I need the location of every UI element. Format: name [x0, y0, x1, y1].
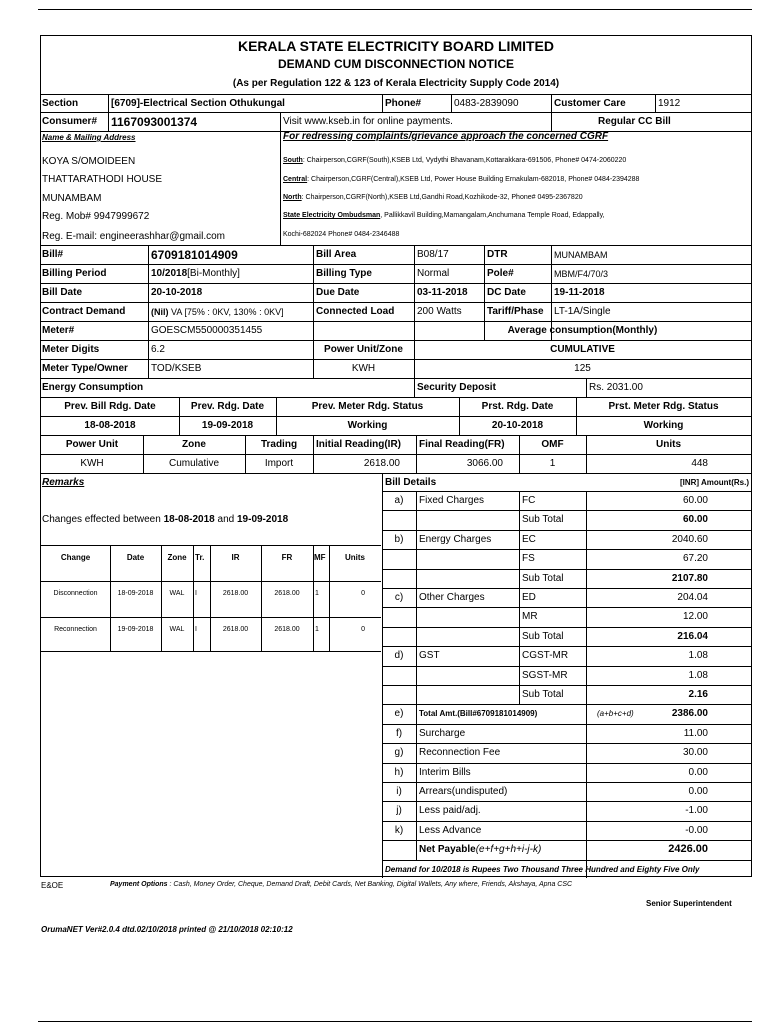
line-code: FS	[522, 553, 535, 564]
omf-value: 1	[549, 458, 556, 469]
bill-number: 6709181014909	[151, 248, 238, 262]
grievance-heading: For redressing complaints/grievance approach the concerned CGRF	[283, 131, 609, 142]
pole-value: MBM/F4/70/3	[554, 269, 609, 279]
consumer-name: KOYA S/OMOIDEEN	[42, 156, 136, 167]
signatory: Senior Superintendent	[646, 899, 732, 908]
regulation-note: (As per Regulation 122 & 123 of Kerala Electricity Supply Code 2014)	[232, 78, 560, 89]
line-code: Sub Total	[522, 689, 564, 700]
average-consumption-value: 125	[574, 363, 591, 374]
pole-label: Pole#	[487, 268, 514, 279]
line-amount: 1.08	[688, 670, 708, 681]
zone-col-header: Zone	[167, 553, 187, 562]
prev-meter-status: Working	[347, 420, 388, 431]
table-row-mf: 1	[315, 626, 319, 633]
line-index: c)	[394, 592, 404, 603]
changes-effected-text: Changes effected between 18-08-2018 and 19-09-2018	[42, 514, 289, 525]
contract-demand-label: Contract Demand	[42, 306, 126, 317]
table-row-change: Disconnection	[53, 590, 98, 597]
cgrf-south: South: Chairperson,CGRF(South),KSEB Ltd, Vydythi Bhavanam,Kottarakkara-691506, Phone# 0474-2060220	[283, 157, 627, 164]
line-code: Sub Total	[522, 514, 564, 525]
tr-col-header: Tr.	[195, 553, 205, 562]
line-amount: 60.00	[682, 495, 708, 506]
prst-rdg-date-header: Prst. Rdg. Date	[481, 401, 554, 412]
consumer-number: 1167093001374	[111, 115, 198, 129]
bottom-rule	[38, 1021, 752, 1022]
line-description: Surcharge	[419, 728, 466, 739]
remarks-label: Remarks	[42, 477, 85, 488]
meter-digits-label: Meter Digits	[42, 344, 100, 355]
table-row-border	[382, 627, 751, 628]
phone-value: 0483-2839090	[454, 98, 519, 109]
bill-area-label: Bill Area	[316, 249, 357, 260]
line-description: Less Advance	[419, 825, 482, 836]
tariff-label: Tariff/Phase	[487, 306, 544, 317]
table-row-ir: 2618.00	[222, 590, 249, 597]
table-row-mf: 1	[315, 590, 319, 597]
prst-meter-status: Working	[643, 420, 684, 431]
prev-rdg-date-header: Prev. Rdg. Date	[190, 401, 265, 412]
customer-care-value: 1912	[658, 98, 681, 109]
registered-email: Reg. E-mail: engineerashhar@gmail.com	[42, 231, 226, 242]
units-col-header: Units	[345, 553, 365, 562]
table-row-border	[382, 530, 751, 531]
address-line-1: THATTARATHODI HOUSE	[42, 174, 162, 185]
line-amount: 204.04	[677, 592, 708, 603]
cgrf-central: Central: Chairperson,CGRF(Central),KSEB Ltd, Power House Building Ernakulam-682018, Phone# 0484-2394288	[283, 176, 640, 183]
bill-details-label: Bill Details	[385, 477, 437, 488]
billing-type-value: Normal	[417, 268, 450, 279]
amount-column-label: [INR] Amount(Rs.)	[679, 478, 749, 487]
date-col-header: Date	[126, 553, 145, 562]
change-col-header: Change	[60, 553, 91, 562]
total-formula: (a+b+c+d)	[597, 709, 634, 718]
final-reading-header: Final Reading(FR)	[419, 439, 505, 450]
notice-title: DEMAND CUM DISCONNECTION NOTICE	[278, 57, 514, 71]
board-title: KERALA STATE ELECTRICITY BOARD LIMITED	[237, 38, 555, 54]
line-description: Energy Charges	[419, 534, 492, 545]
phone-label: Phone#	[385, 98, 422, 109]
meter-digits-value: 6.2	[151, 344, 165, 355]
line-amount: 67.20	[682, 553, 708, 564]
table-row-border	[382, 743, 751, 744]
line-amount: 1.08	[688, 650, 708, 661]
table-row-border	[382, 724, 751, 725]
dc-date-label: DC Date	[487, 287, 526, 298]
table-row-border	[382, 763, 751, 764]
line-code: ED	[522, 592, 536, 603]
trading-header: Trading	[260, 439, 298, 450]
net-payable-amount: 2426.00	[668, 843, 708, 855]
billing-period-label: Billing Period	[42, 268, 107, 279]
software-version: OrumaNET Ver#2.0.4 dtd.02/10/2018 printed @ 21/10/2018 02:10:12	[41, 925, 293, 934]
table-row-units: 0	[361, 626, 365, 633]
line-description: Arrears(undisputed)	[419, 786, 508, 797]
payment-options: Payment Options : Cash, Money Order, Cheque, Demand Draft, Debit Cards, Net Banking, Digital Wallets, Any where, Friends, Akshaya, Apna CSC	[110, 881, 573, 888]
table-row-fr: 2618.00	[274, 590, 300, 597]
bill-type: Regular CC Bill	[598, 116, 671, 127]
table-row-border	[382, 685, 751, 686]
initial-reading-value: 2618.00	[363, 458, 400, 469]
line-index: i)	[396, 786, 402, 797]
table-row-border	[382, 801, 751, 802]
section-value: [6709]-Electrical Section Othukungal	[111, 98, 285, 109]
line-index: g)	[394, 747, 404, 758]
meter-label: Meter#	[42, 325, 75, 336]
line-code: SGST-MR	[522, 670, 568, 681]
trading-value: Import	[264, 458, 294, 469]
line-description: Other Charges	[419, 592, 485, 603]
line-code: EC	[522, 534, 536, 545]
line-code: Sub Total	[522, 573, 564, 584]
connected-load-label: Connected Load	[316, 306, 395, 317]
average-consumption-label: Average consumption(Monthly)	[507, 325, 658, 336]
line-amount: 11.00	[683, 728, 708, 739]
security-deposit-label: Security Deposit	[417, 382, 496, 393]
eoe-note: E&OE	[41, 881, 64, 890]
table-row-change: Reconnection	[54, 626, 97, 633]
line-index: b)	[394, 534, 404, 545]
meter-type-value: TOD/KSEB	[151, 363, 202, 374]
cgrf-north: North: Chairperson,CGRF(North),KSEB Ltd,Gandhi Road,Kozhikode-32, Phone# 0495-2367820	[283, 194, 583, 201]
final-reading-value: 3066.00	[466, 458, 503, 469]
line-amount: 2040.60	[671, 534, 708, 545]
dc-date-value: 19-11-2018	[554, 287, 605, 298]
due-date-value: 03-11-2018	[417, 287, 468, 298]
line-amount: 2107.80	[671, 573, 708, 584]
cumulative-label: CUMULATIVE	[550, 344, 615, 355]
column-divider	[416, 491, 417, 860]
online-payment-note: Visit www.kseb.in for online payments.	[283, 116, 453, 127]
units-header: Units	[656, 439, 681, 450]
section-label: Section	[42, 98, 79, 109]
power-unit-value: KWH	[80, 458, 104, 469]
ombudsman-address: Kochi-682024 Phone# 0484-2346488	[283, 231, 400, 238]
prst-rdg-date: 20-10-2018	[491, 420, 544, 431]
meter-number: GOESCM550000351455	[151, 325, 263, 336]
table-row-zone: WAL	[169, 626, 185, 633]
table-row-border	[382, 666, 751, 667]
table-row-border	[382, 549, 751, 550]
net-payable-text: Net Payable	[419, 844, 476, 855]
line-index: d)	[394, 650, 404, 661]
bill-date-value: 20-10-2018	[151, 287, 203, 298]
line-index: j)	[396, 805, 402, 816]
line-description: GST	[419, 650, 440, 661]
security-deposit-value: Rs. 2031.00	[589, 382, 643, 393]
line-amount: 30.00	[682, 747, 708, 758]
line-code: MR	[522, 611, 538, 622]
table-row-date: 18-09-2018	[117, 590, 154, 597]
dtr-value: MUNAMBAM	[554, 250, 608, 260]
line-code: CGST-MR	[522, 650, 569, 661]
table-row-border	[382, 588, 751, 589]
energy-consumption-label: Energy Consumption	[42, 382, 144, 393]
ir-col-header: IR	[231, 553, 240, 562]
line-description: Reconnection Fee	[419, 747, 501, 758]
top-rule	[38, 9, 752, 10]
column-divider	[519, 491, 520, 704]
bill-number-label: Bill#	[42, 249, 64, 260]
bill-date-label: Bill Date	[42, 287, 83, 298]
line-index: e)	[394, 708, 404, 719]
dtr-label: DTR	[487, 249, 508, 260]
bill-area-value: B08/17	[417, 249, 449, 260]
table-row-tr: I	[195, 590, 197, 597]
due-date-label: Due Date	[316, 287, 360, 298]
demand-words: Demand for 10/2018 is Rupees Two Thousand Three Hundred and Eighty Five Only	[385, 865, 700, 874]
power-unit-header: Power Unit	[65, 439, 119, 450]
prev-meter-status-header: Prev. Meter Rdg. Status	[311, 401, 424, 412]
line-amount: 2.16	[688, 689, 708, 700]
line-amount: -0.00	[685, 825, 708, 836]
consumer-label: Consumer#	[42, 116, 98, 127]
power-unit-zone-label: Power Unit/Zone	[324, 344, 403, 355]
table-row-border	[382, 860, 751, 861]
table-row-tr: I	[195, 626, 197, 633]
contract-demand-value: (Nil) VA [75% : 0KV, 130% : 0KV]	[151, 307, 284, 317]
line-description: Less paid/adj.	[419, 805, 481, 816]
net-payable-formula: (e+f+g+h+i-j-k)	[475, 844, 542, 855]
bill-frame	[40, 35, 752, 877]
line-description: Fixed Charges	[419, 495, 485, 506]
table-row-border	[382, 607, 751, 608]
total-amount: 2386.00	[671, 708, 708, 719]
billing-type-label: Billing Type	[316, 268, 372, 279]
total-amount-label: Total Amt.(Bill#6709181014909)	[419, 709, 538, 718]
prst-meter-status-header: Prst. Meter Rdg. Status	[608, 401, 719, 412]
power-unit-kwh: KWH	[351, 363, 376, 374]
table-row-border	[382, 569, 751, 570]
billing-period-value: 10/2018[Bi-Monthly]	[151, 268, 240, 279]
zone-header: Zone	[182, 439, 206, 450]
line-amount: 0.00	[688, 767, 708, 778]
prev-rdg-date: 19-09-2018	[201, 420, 254, 431]
line-code: Sub Total	[522, 631, 564, 642]
net-payable-label	[419, 845, 541, 855]
prev-bill-rdg-date-header: Prev. Bill Rdg. Date	[64, 401, 156, 412]
line-description: Interim Bills	[419, 767, 471, 778]
table-row-border	[382, 510, 751, 511]
line-amount: 0.00	[688, 786, 708, 797]
line-code: FC	[522, 495, 536, 506]
line-index: a)	[394, 495, 404, 506]
customer-care-label: Customer Care	[554, 98, 626, 109]
line-index: h)	[394, 767, 404, 778]
omf-header: OMF	[541, 439, 564, 450]
tariff-value: LT-1A/Single	[554, 306, 611, 317]
connected-load-value: 200 Watts	[417, 306, 462, 317]
address-line-2: MUNAMBAM	[42, 193, 102, 204]
initial-reading-header: Initial Reading(IR)	[316, 439, 401, 450]
zone-value: Cumulative	[168, 458, 220, 469]
table-row-border	[382, 782, 751, 783]
table-row-fr: 2618.00	[274, 626, 300, 633]
line-amount: 12.00	[682, 611, 708, 622]
line-index: f)	[395, 728, 403, 739]
table-row-border	[382, 646, 751, 647]
table-row-zone: WAL	[169, 590, 185, 597]
table-row-date: 19-09-2018	[117, 626, 154, 633]
line-amount: -1.00	[685, 805, 708, 816]
table-row-border	[382, 821, 751, 822]
ombudsman: State Electricity Ombudsman, Pallikkavil Building,Mamangalam,Anchumana Temple Road, Edappally,	[283, 212, 605, 219]
line-index: k)	[394, 825, 404, 836]
units-value: 448	[691, 458, 708, 469]
table-row-units: 0	[361, 590, 365, 597]
table-row-border	[382, 704, 751, 705]
line-amount: 60.00	[682, 514, 708, 525]
meter-type-label: Meter Type/Owner	[42, 363, 128, 374]
line-amount: 216.04	[677, 631, 708, 642]
prev-bill-rdg-date: 18-08-2018	[84, 420, 136, 431]
registered-mobile: Reg. Mob# 9947999672	[42, 211, 150, 222]
fr-col-header: FR	[281, 553, 293, 562]
address-label: Name & Mailing Address	[42, 133, 136, 142]
mf-col-header: MF	[314, 553, 326, 562]
table-row-ir: 2618.00	[222, 626, 249, 633]
table-row-border	[382, 840, 751, 841]
